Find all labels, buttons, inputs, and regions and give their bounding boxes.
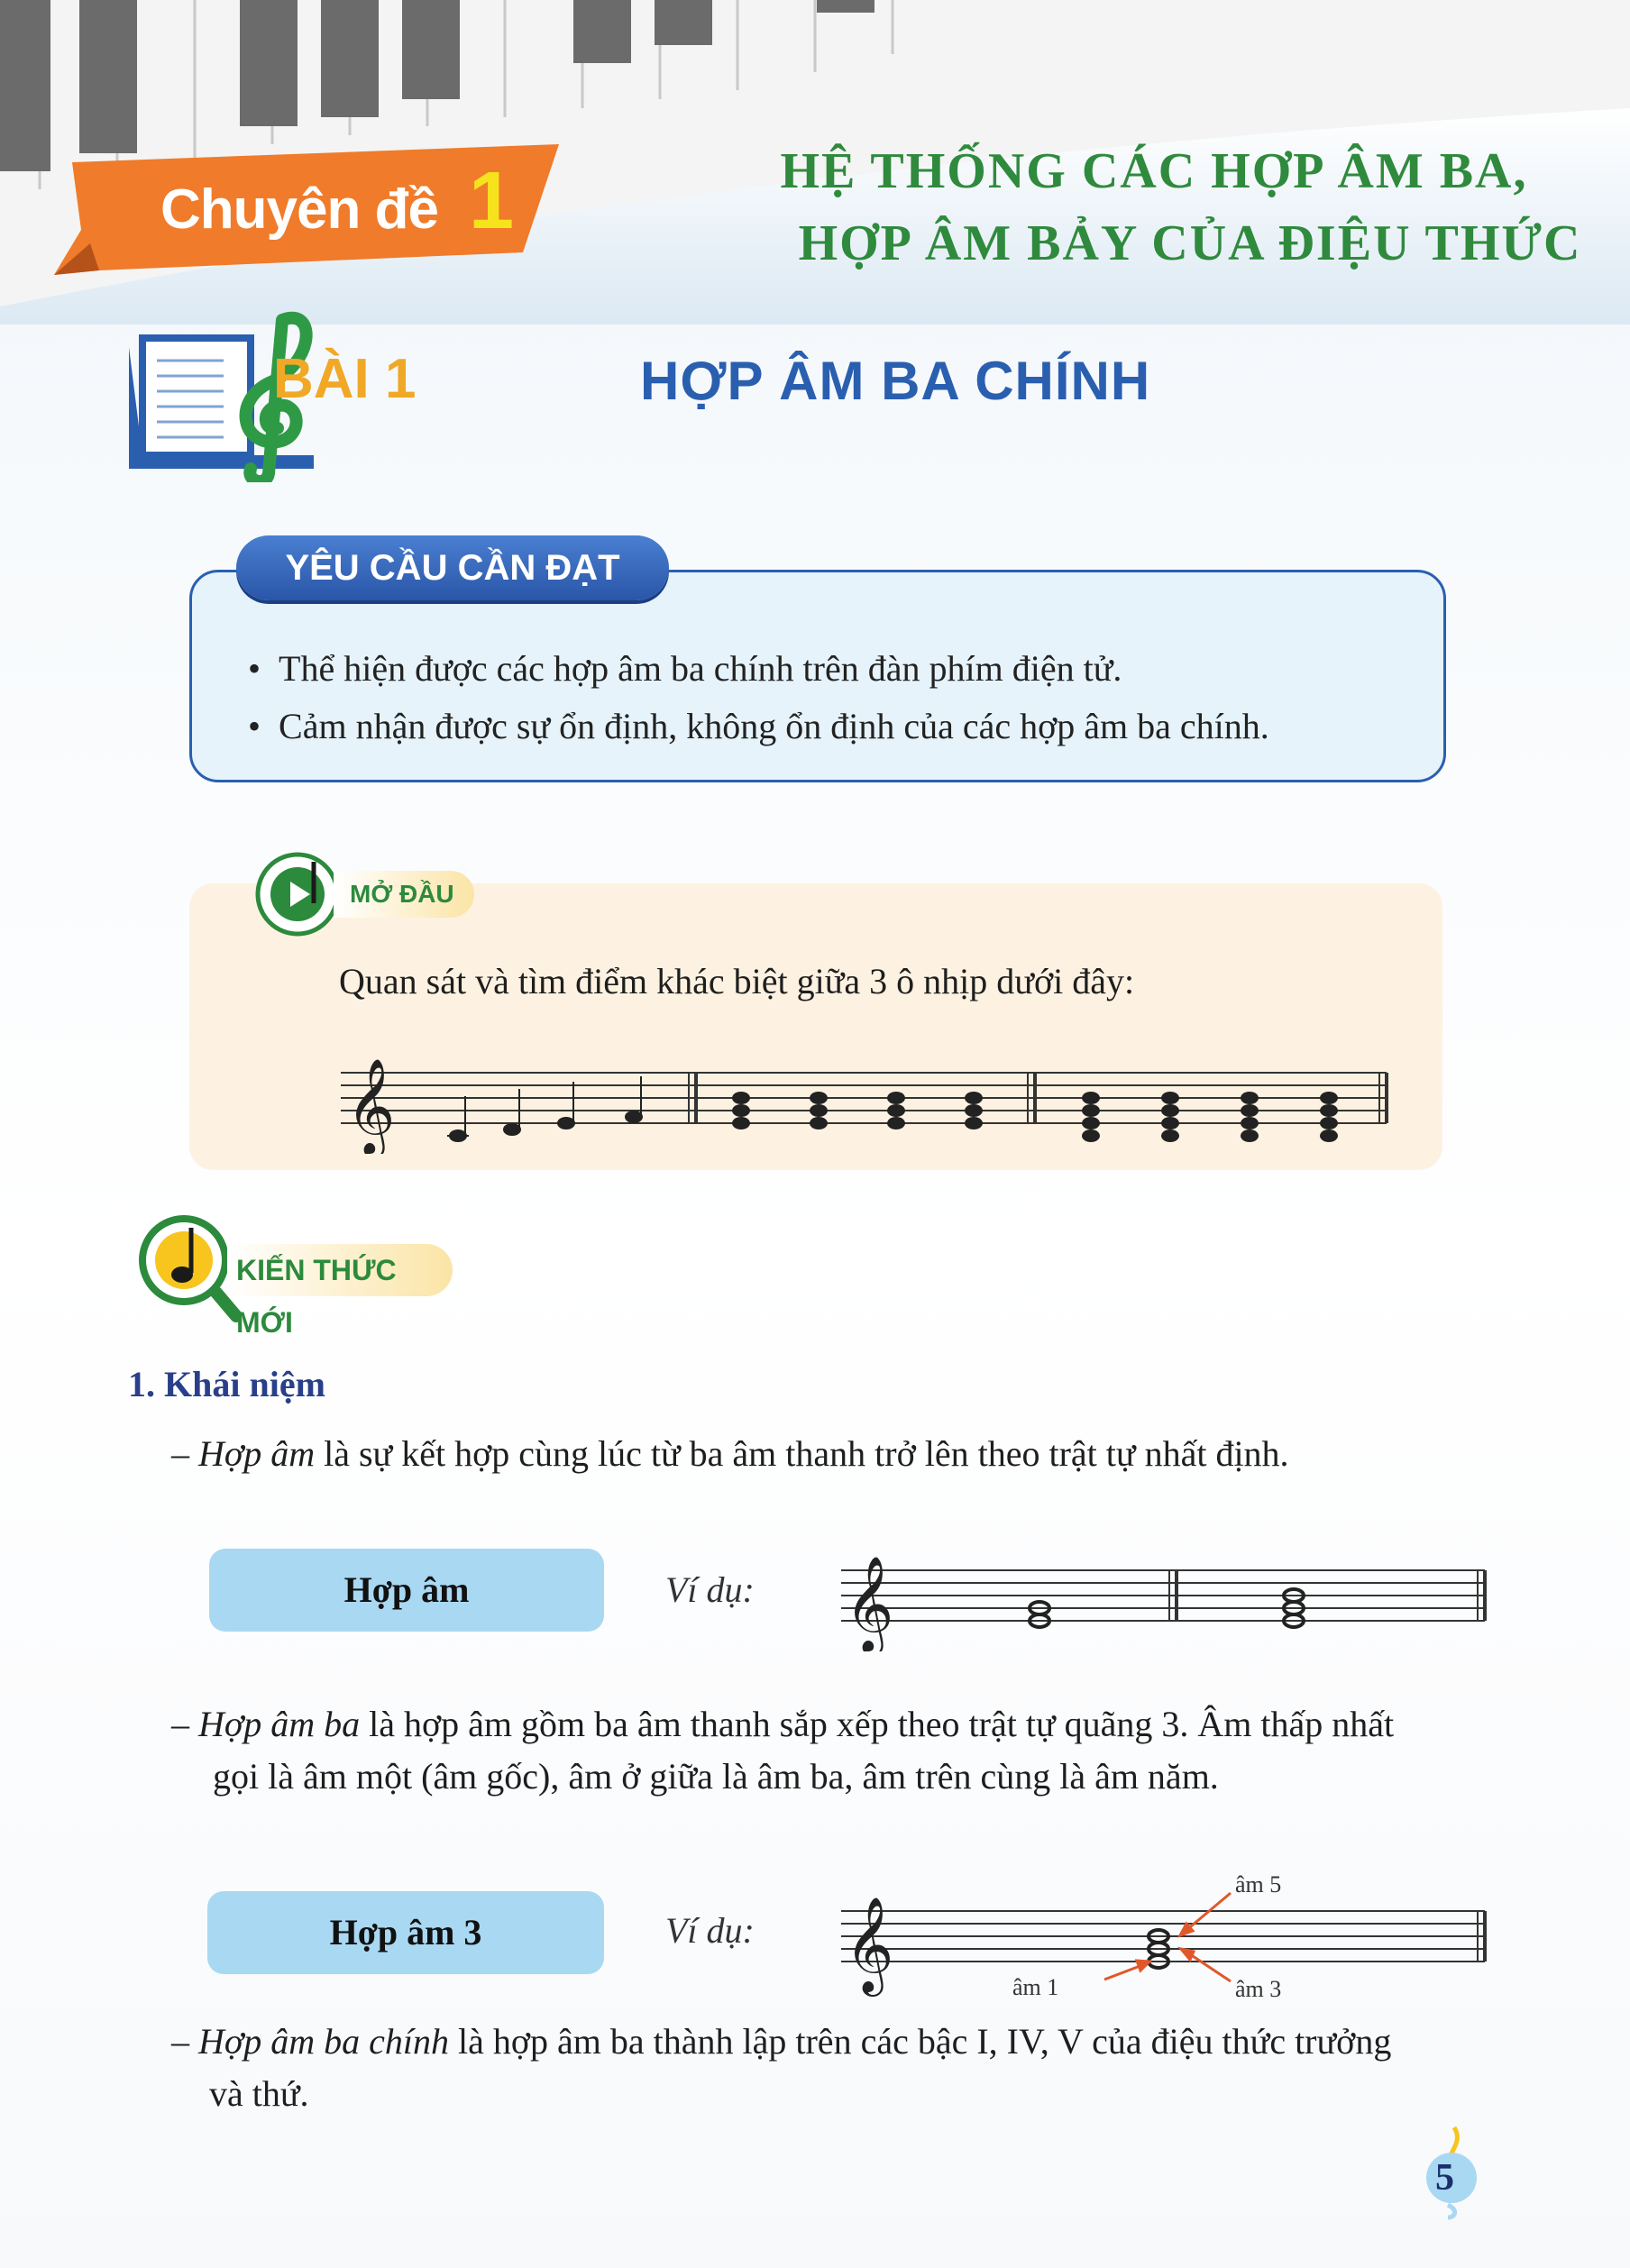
topic-label: Chuyên đề	[160, 178, 438, 241]
requirement-item: • Cảm nhận được sự ổn định, không ổn định của các hợp âm ba chính.	[248, 706, 1269, 746]
triad-label-box: Hợp âm 3	[207, 1891, 604, 1974]
new-knowledge-heading: KIẾN THỨC MỚI	[227, 1244, 453, 1296]
triad-example-staff	[834, 1875, 1492, 2001]
label-third: âm 3	[1235, 1976, 1282, 2002]
requirements-heading: YÊU CẦU CẦN ĐẠT	[236, 535, 669, 600]
topic-label-group	[160, 155, 539, 245]
label-root: âm 1	[1012, 1974, 1059, 2000]
lesson-label: BÀI 1	[273, 348, 417, 410]
intro-measure-3-chords	[1082, 1092, 1338, 1142]
topic-title	[757, 135, 1623, 279]
chord-whole-notes-1	[1030, 1602, 1049, 1627]
page-number-badge	[1423, 2124, 1486, 2223]
lesson-title: HỢP ÂM BA CHÍNH	[640, 351, 1151, 411]
label-fifth: âm 5	[1235, 1871, 1282, 1898]
play-note-icon	[254, 851, 341, 937]
requirements-box	[189, 570, 1446, 782]
topic-title-line2: HỢP ÂM BẢY CỦA ĐIỆU THỨC	[798, 215, 1582, 271]
requirement-item: • Thể hiện được các hợp âm ba chính trên đàn phím điện tử.	[248, 648, 1122, 689]
magnifier-note-icon	[135, 1210, 242, 1327]
intro-text: Quan sát và tìm điểm khác biệt giữa 3 ô nhịp dưới đây:	[339, 961, 1135, 1001]
chord-label-box: Hợp âm	[209, 1549, 604, 1632]
treble-clef-icon: 𝄞	[845, 1555, 894, 1651]
example-prefix: Ví dụ:	[665, 1569, 755, 1610]
intro-heading: MỞ ĐẦU	[334, 871, 474, 918]
section-heading: 1. Khái niệm	[128, 1364, 325, 1404]
definition-primary-triad: – Hợp âm ba chính là hợp âm ba thành lập trên các bậc I, IV, V của điệu thức trưởng và thứ.	[171, 2021, 1392, 2114]
page-number: 5	[1435, 2157, 1454, 2199]
chord-example-staff	[834, 1534, 1492, 1651]
treble-clef-icon: 𝄞	[346, 1057, 396, 1154]
definition-chord: – Hợp âm là sự kết hợp cùng lúc từ ba âm thanh trở lên theo trật tự nhất định.	[171, 1433, 1289, 1474]
intro-music-staff	[332, 1028, 1396, 1154]
topic-number: 1	[468, 156, 514, 246]
topic-title-line1: HỆ THỐNG CÁC HỢP ÂM BA,	[780, 143, 1528, 199]
definition-triad: – Hợp âm ba là hợp âm gồm ba âm thanh sắp xếp theo trật tự quãng 3. Âm thấp nhất gọi là âm một (âm gốc), âm ở giữa là âm ba, âm trên cùng là âm năm.	[171, 1704, 1395, 1797]
example-prefix-2: Ví dụ:	[665, 1910, 755, 1951]
treble-clef-icon: 𝄞	[845, 1896, 894, 1992]
requirements-list	[248, 640, 1269, 755]
